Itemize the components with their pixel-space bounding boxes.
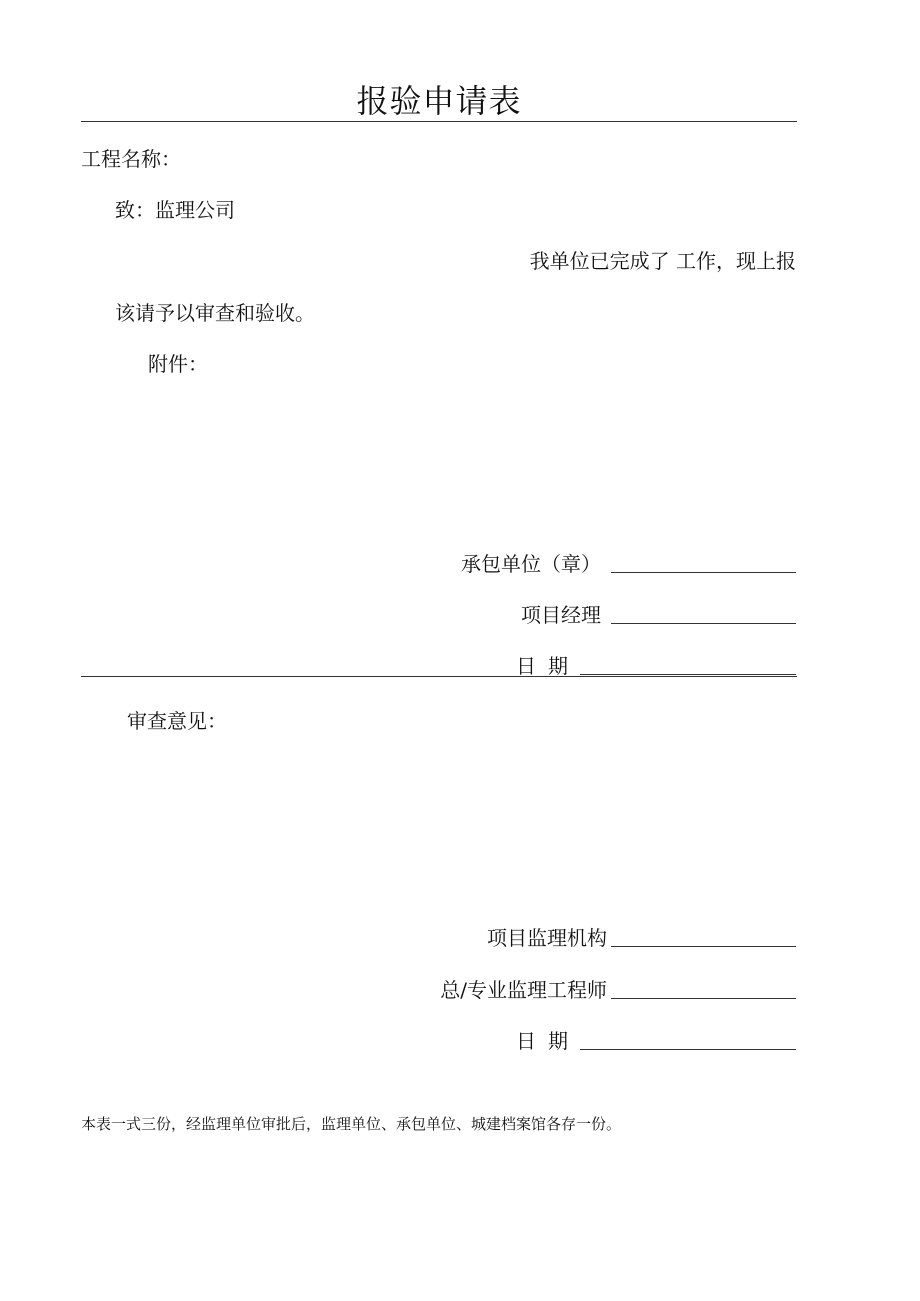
report-line-2: 该请予以审查和验收。 [115,301,315,325]
project-name-label: 工程名称： [81,147,181,171]
form-title: 报验申请表 [356,82,522,120]
review-opinion-label: 审查意见： [127,709,227,733]
date-line-1[interactable] [580,674,796,675]
date-row-1 [516,650,796,679]
contractor-label: 承包单位（章） [461,552,601,576]
supervision-org-label: 项目监理机构 [487,926,607,950]
supervision-engineer-signature-line[interactable] [611,998,796,999]
footnote: 本表一式三份，经监理单位审批后，监理单位、承包单位、城建档案馆各存一份。 [81,1115,622,1133]
date-label-1: 日期 [516,654,580,678]
contractor-signature-row [461,548,796,577]
project-manager-signature-line[interactable] [611,623,796,624]
date-line-2[interactable] [580,1049,796,1050]
supervision-engineer-label: 总/专业监理工程师 [440,978,607,1002]
project-manager-row [521,599,796,628]
attachment-label: 附件： [148,352,208,376]
supervision-org-row [487,922,796,951]
supervision-engineer-row [440,974,796,1003]
report-line-1: 我单位已完成了 工作，现上报 [529,249,796,273]
contractor-signature-line[interactable] [611,572,796,573]
date-label-2: 日期 [516,1029,580,1053]
title-divider [81,121,797,122]
supervision-org-signature-line[interactable] [611,946,796,947]
section-divider [81,676,797,677]
project-manager-label: 项目经理 [521,603,601,627]
date-row-2 [516,1025,796,1054]
addressee-line: 致：监理公司 [115,198,235,222]
